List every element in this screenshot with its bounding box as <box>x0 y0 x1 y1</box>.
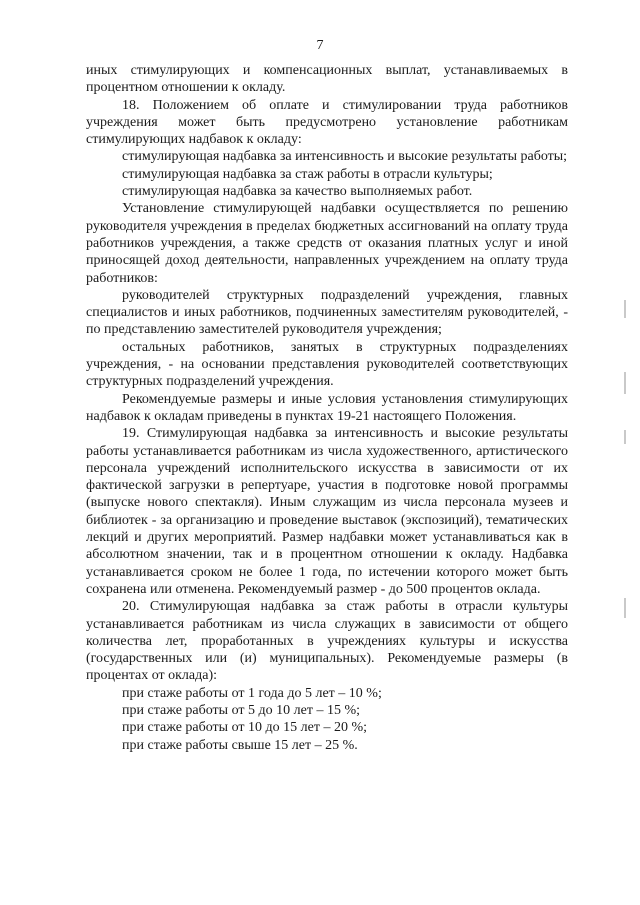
list-item-bonus-seniority: стимулирующая надбавка за стаж работы в отрасли культуры; <box>122 166 493 182</box>
paragraph-bonus-establishment: Установление стимулирующей надбавки осуществляется по решению руководителя учреждения в пределах бюджетных ассигнований на оплату труда работников учреждения, а также средств от оказания платных услуг и иной приносящей доход деятельности, направленных учреждением на оплату труда работников: <box>86 201 568 286</box>
paragraph-recommended-sizes: Рекомендуемые размеры и иные условия установления стимулирующих надбавок к окладам приведены в пунктах 19-21 настоящего Положения. <box>86 391 568 424</box>
scan-artifact <box>624 598 626 618</box>
paragraph-item-18: 18. Положением об оплате и стимулировании труда работников учреждения может быть предусмотрено установление работникам стимулирующих надбавок к окладу: <box>86 97 568 148</box>
scan-artifact <box>624 372 626 394</box>
list-item-seniority-1-5: при стаже работы от 1 года до 5 лет – 10 %; <box>122 685 382 701</box>
list-item-seniority-over-15: при стаже работы свыше 15 лет – 25 %. <box>122 737 358 753</box>
scan-artifact <box>624 300 626 318</box>
list-item-bonus-quality: стимулирующая надбавка за качество выполняемых работ. <box>122 184 473 200</box>
paragraph-continuation: иных стимулирующих и компенсационных выплат, устанавливаемых в процентном отношении к окладу. <box>86 63 568 96</box>
paragraph-item-19: 19. Стимулирующая надбавка за интенсивность и высокие результаты работы устанавливается работникам из числа художественного, артистического персонала учреждений исполнительского искусства в зависимости от их фактической загрузки в репертуаре, участия в подготовке новой программы (выпуске нового спектакля). Иным служащим из числа персонала музеев и библиотек - за организацию и проведение выставок (экспозиций), тематических лекций и других мероприятий. Размер надбавки может устанавливаться как в абсолютном значении, так и в процентном отношении к окладу. Надбавка устанавливается сроком не более 1 года, по истечении которого может быть сохранена или отменена. Рекомендуемый размер - до 500 процентов оклада. <box>86 426 568 597</box>
list-item-bonus-intensity: стимулирующая надбавка за интенсивность и высокие результаты работы; <box>122 149 568 165</box>
scan-artifact <box>624 430 626 444</box>
document-body <box>86 62 568 754</box>
list-item-heads-of-divisions: руководителей структурных подразделений учреждения, главных специалистов и иных работников, подчиненных заместителям руководителей, - по представлению заместителей руководителя учреждения; <box>86 287 568 338</box>
list-item-seniority-10-15: при стаже работы от 10 до 15 лет – 20 %; <box>122 720 368 736</box>
list-item-seniority-5-10: при стаже работы от 5 до 10 лет – 15 %; <box>122 702 361 718</box>
list-item-other-employees: остальных работников, занятых в структурных подразделениях учреждения, - на основании представления руководителей соответствующих структурных подразделений учреждения. <box>86 339 568 390</box>
paragraph-item-20: 20. Стимулирующая надбавка за стаж работы в отрасли культуры устанавливается работникам из числа служащих в зависимости от общего количества лет, проработанных в учреждениях культуры и искусства (государственных или (и) муниципальных). Рекомендуемые размеры (в процентах от оклада): <box>86 599 568 684</box>
page-number: 7 <box>316 38 324 53</box>
